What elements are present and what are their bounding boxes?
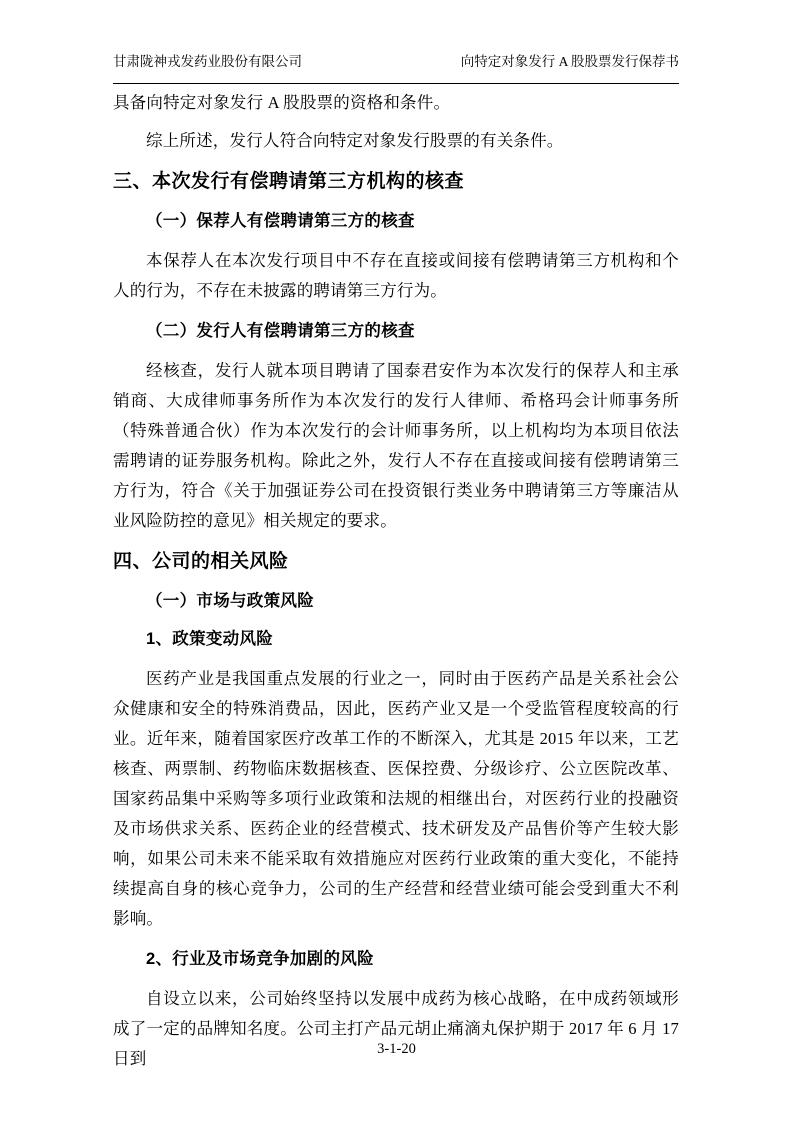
- heading-competition-risk: 2、行业及市场竞争加剧的风险: [146, 950, 374, 968]
- page-number: 3-1-20: [377, 1041, 416, 1057]
- paragraph-carryover: 具备向特定对象发行 A 股股票的资格和条件。: [113, 93, 451, 112]
- heading-section3-sub2: （二）发行人有偿聘请第三方的核查: [146, 322, 415, 340]
- heading-section4-sub1: （一）市场与政策风险: [146, 592, 314, 610]
- header-company-name: 甘肃陇神戎发药业股份有限公司: [113, 54, 302, 69]
- paragraph-competition-risk: 自设立以来，公司始终坚持以发展中成药为核心战略，在中成药领域形成了一定的品牌知名度。公司主打产品元胡止痛滴丸保护期于 2017 年 6 月 17 日到: [113, 989, 679, 1068]
- paragraph-policy-risk: 医药产业是我国重点发展的行业之一，同时由于医药产品是关系社会公众健康和安全的特殊消费品，因此，医药产业又是一个受监管程度较高的行业。近年来，随着国家医疗改革工作的不断深入，尤其是 2015 年以来，工艺核查、两票制、药物临床数据核查、医保控费、分级诊疗、公立医院改革、国家药品集中采购等多项行业政策和法规的相继出台，对医药行业的投融资及市场供求关系、医药企业的经营模式、技术研发及产品售价等产生较大影响，如果公司未来不能采取有效措施应对医药行业政策的重大变化，不能持续提高自身的核心竞争力，公司的生产经营和经营业绩可能会受到重大不利影响。: [113, 669, 679, 928]
- paragraph-summary: 综上所述，发行人符合向特定对象发行股票的有关条件。: [146, 131, 564, 150]
- paragraph-sponsor-check: 本保荐人在本次发行项目中不存在直接或间接有偿聘请第三方机构和个人的行为，不存在未披露的聘请第三方行为。: [113, 251, 679, 300]
- document-body: [113, 84, 679, 1074]
- heading-section4: 四、公司的相关风险: [113, 551, 289, 572]
- heading-section3: 三、本次发行有偿聘请第三方机构的核查: [113, 171, 465, 192]
- heading-section3-sub1: （一）保荐人有偿聘请第三方的核查: [146, 212, 415, 230]
- heading-policy-risk: 1、政策变动风险: [146, 630, 274, 648]
- page-header: [113, 54, 679, 84]
- paragraph-issuer-check: 经核查，发行人就本项目聘请了国泰君安作为本次发行的保荐人和主承销商、大成律师事务所作为本次发行的发行人律师、希格玛会计师事务所（特殊普通合伙）作为本次发行的会计师事务所，以上机构均为本项目依法需聘请的证券服务机构。除此之外，发行人不存在直接或间接有偿聘请第三方行为，符合《关于加强证券公司在投资银行类业务中聘请第三方等廉洁从业风险防控的意见》相关规定的要求。: [113, 361, 679, 530]
- page-footer: [0, 1040, 793, 1058]
- header-doc-title: 向特定对象发行 A 股股票发行保荐书: [460, 54, 679, 69]
